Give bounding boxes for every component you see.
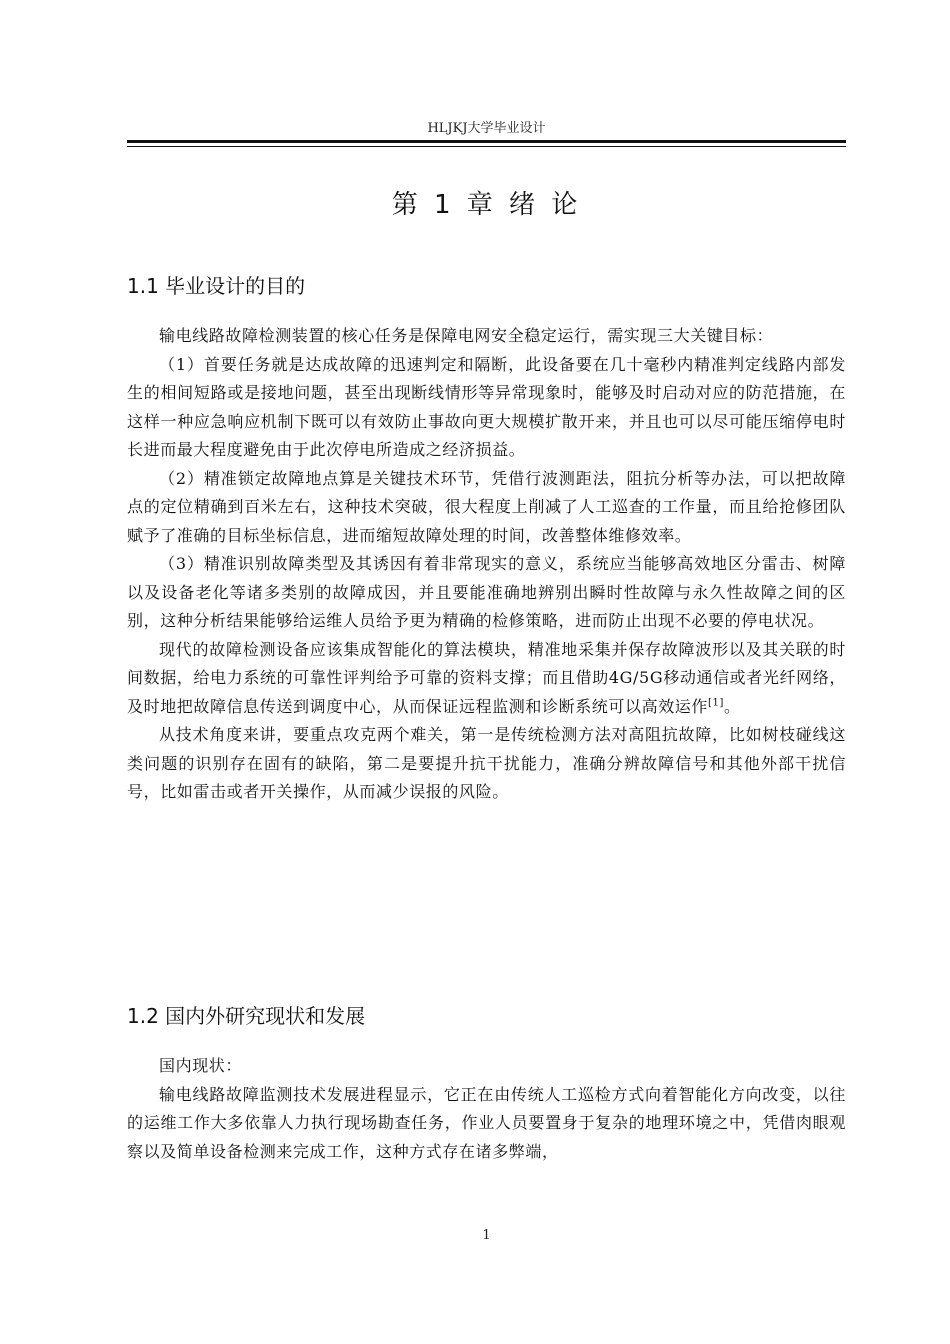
section-body-1-1 bbox=[127, 322, 846, 807]
paragraph-text: 现代的故障检测设备应该集成智能化的算法模块，精准地采集并保存故障波形以及其关联的时间数据，给电力系统的可靠性评判给予可靠的资料支撑；而且借助4G/5G移动通信或者光纤网络，及时地把故障信息传送到调度中心，从而保证远程监测和诊断系统可以高效运作 bbox=[127, 639, 846, 716]
header-rule-thin bbox=[127, 146, 846, 147]
citation-ref[interactable]: [1] bbox=[708, 697, 724, 709]
chapter-title: 第 1 章 绪 论 bbox=[391, 190, 582, 220]
header-rule-thick bbox=[127, 140, 846, 143]
paragraph: 输电线路故障检测装置的核心任务是保障电网安全稳定运行，需实现三大关键目标： bbox=[159, 326, 774, 345]
paragraph: 输电线路故障监测技术发展进程显示，它正在由传统人工巡检方式向着智能化方向改变，以往的运维工作大多依靠人力执行现场勘查任务，作业人员要置身于复杂的地理环境之中，凭借肉眼观察以及简单设备检测来完成工作，这种方式存在诸多弊端， bbox=[127, 1084, 846, 1161]
section-body-1-2 bbox=[127, 1052, 846, 1166]
section-heading-1-2: 1.2 国内外研究现状和发展 bbox=[127, 1004, 366, 1028]
paragraph: 从技术角度来讲，要重点攻克两个难关，第一是传统检测方法对高阻抗故障，比如树枝碰线这类问题的识别存在固有的缺陷，第二是要提升抗干扰能力，准确分辨故障信号和其他外部干扰信号，比如雷击或者开关操作，从而减少误报的风险。 bbox=[127, 725, 846, 801]
paragraph: （2）精准锁定故障地点算是关键技术环节，凭借行波测距法，阻抗分析等办法，可以把故障点的定位精确到百米左右，这种技术突破，很大程度上削减了人工巡查的工作量，而且给抢修团队赋予了准确的目标坐标信息，进而缩短故障处理的时间，改善整体维修效率。 bbox=[127, 468, 846, 545]
page-number: 1 bbox=[482, 1228, 491, 1243]
paragraph: （1）首要任务就是达成故障的迅速判定和隔断，此设备要在几十毫秒内精准判定线路内部发生的相间短路或是接地问题，甚至出现断线情形等异常现象时，能够及时启动对应的防范措施，在这样一种应急响应机制下既可以有效防止事故向更大规模扩散开来，并且也可以尽可能压缩停电时长进而最大程度避免由于此次停电所造成之经济损益。 bbox=[127, 354, 846, 459]
paragraph-end: 。 bbox=[723, 696, 741, 716]
paragraph-with-citation bbox=[127, 636, 846, 722]
section-heading-1-1: 1.1 毕业设计的目的 bbox=[127, 274, 306, 298]
running-header: HLJKJ大学毕业设计 bbox=[427, 121, 546, 136]
paragraph: 国内现状： bbox=[159, 1056, 243, 1075]
paragraph: （3）精准识别故障类型及其诱因有着非常现实的意义，系统应当能够高效地区分雷击、树障以及设备老化等诸多类别的故障成因，并且要能准确地辨别出瞬时性故障与永久性故障之间的区别，这种分析结果能够给运维人员给予更为精确的检修策略，进而防止出现不必要的停电状况。 bbox=[127, 554, 846, 630]
